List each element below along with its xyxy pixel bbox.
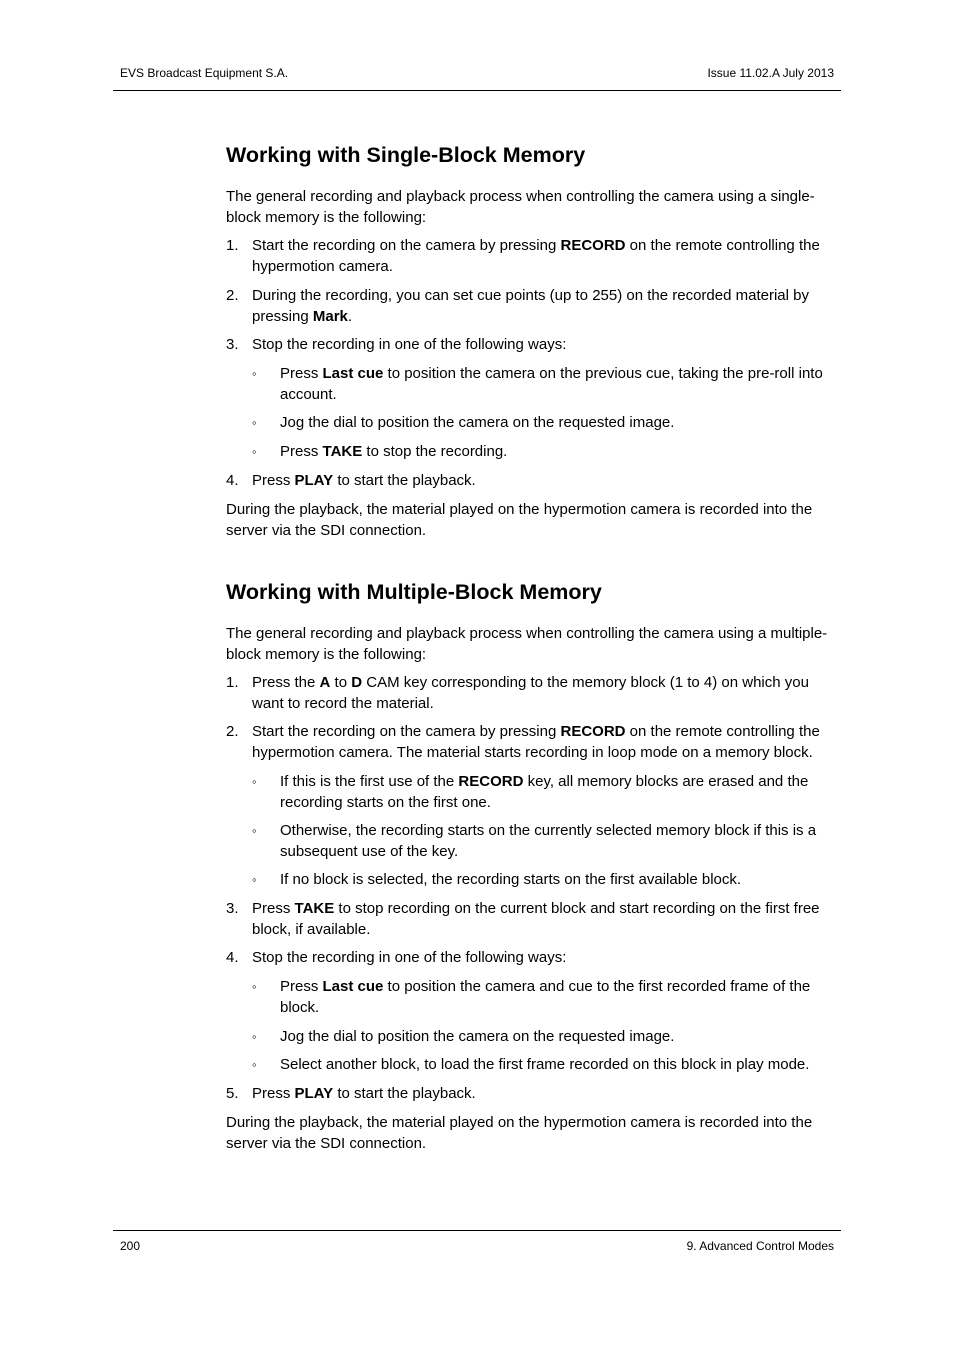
bullet-icon: ◦ — [252, 823, 257, 838]
step-text: Stop the recording in one of the following ways: — [252, 949, 567, 966]
step-number: 2. — [226, 287, 239, 304]
bullet-text: Press Last cue to position the camera on the previous cue, taking the pre-roll into account. — [280, 365, 823, 403]
bullet-text: Otherwise, the recording starts on the currently selected memory block if this is a subsequent use of the key. — [280, 822, 817, 860]
step-number: 3. — [226, 336, 239, 353]
page-header — [113, 66, 841, 80]
bullet-icon: ◦ — [252, 872, 257, 887]
bullet-icon: ◦ — [252, 774, 257, 789]
step-text: During the recording, you can set cue points (up to 255) on the recorded material by pressing Mark. — [252, 287, 809, 325]
step-number: 5. — [226, 1085, 239, 1102]
step-text: Press PLAY to start the playback. — [252, 472, 476, 489]
step-number: 1. — [226, 674, 239, 691]
step-number: 1. — [226, 237, 239, 254]
paragraph: During the playback, the material played on the hypermotion camera is recorded into the server via the SDI connection. — [226, 501, 813, 539]
bullet-text: Press TAKE to stop the recording. — [280, 443, 508, 460]
bullet-icon: ◦ — [252, 979, 257, 994]
step-text: Start the recording on the camera by pressing RECORD on the remote controlling the hypermotion camera. The material starts recording in loop mode on a memory block. — [252, 723, 820, 761]
step-text: Press PLAY to start the playback. — [252, 1085, 476, 1102]
step-number: 2. — [226, 723, 239, 740]
paragraph: During the playback, the material played on the hypermotion camera is recorded into the server via the SDI connection. — [226, 1114, 813, 1152]
footer-chapter: 9. Advanced Control Modes — [686, 1239, 834, 1253]
step-text: Press the A to D CAM key corresponding to the memory block (1 to 4) on which you want to record the material. — [252, 674, 809, 712]
bullet-text: Press Last cue to position the camera and cue to the first recorded frame of the block. — [280, 978, 811, 1016]
bullet-text: If no block is selected, the recording starts on the first available block. — [280, 871, 742, 888]
bullet-text: Jog the dial to position the camera on the requested image. — [280, 1028, 675, 1045]
bullet-icon: ◦ — [252, 366, 257, 381]
header-company: EVS Broadcast Equipment S.A. — [120, 66, 289, 80]
header-issue: Issue 11.02.A July 2013 — [707, 66, 834, 80]
step-number: 4. — [226, 472, 239, 489]
bullet-icon: ◦ — [252, 1029, 257, 1044]
paragraph: The general recording and playback process when controlling the camera using a multiple-block memory is the following: — [226, 625, 828, 663]
step-text: Press TAKE to stop recording on the current block and start recording on the first free block, if available. — [252, 900, 820, 938]
step-number: 3. — [226, 900, 239, 917]
page-number: 200 — [120, 1239, 141, 1253]
bullet-icon: ◦ — [252, 415, 257, 430]
bullet-icon: ◦ — [252, 444, 257, 459]
bullet-icon: ◦ — [252, 1057, 257, 1072]
paragraph: The general recording and playback process when controlling the camera using a single-block memory is the following: — [226, 188, 815, 226]
section-title-single-block: Working with Single-Block Memory — [226, 143, 586, 167]
footer-rule — [113, 1230, 841, 1231]
bullet-text: Select another block, to load the first frame recorded on this block in play mode. — [280, 1056, 810, 1073]
bullet-text: Jog the dial to position the camera on the requested image. — [280, 414, 675, 431]
page-footer — [113, 1239, 841, 1253]
step-text: Start the recording on the camera by pressing RECORD on the remote controlling the hypermotion camera. — [252, 237, 820, 275]
section-title-multiple-block: Working with Multiple-Block Memory — [226, 580, 602, 604]
step-text: Stop the recording in one of the following ways: — [252, 336, 567, 353]
step-number: 4. — [226, 949, 239, 966]
header-rule — [113, 90, 841, 91]
bullet-text: If this is the first use of the RECORD key, all memory blocks are erased and the recording starts on the first one. — [280, 773, 809, 811]
